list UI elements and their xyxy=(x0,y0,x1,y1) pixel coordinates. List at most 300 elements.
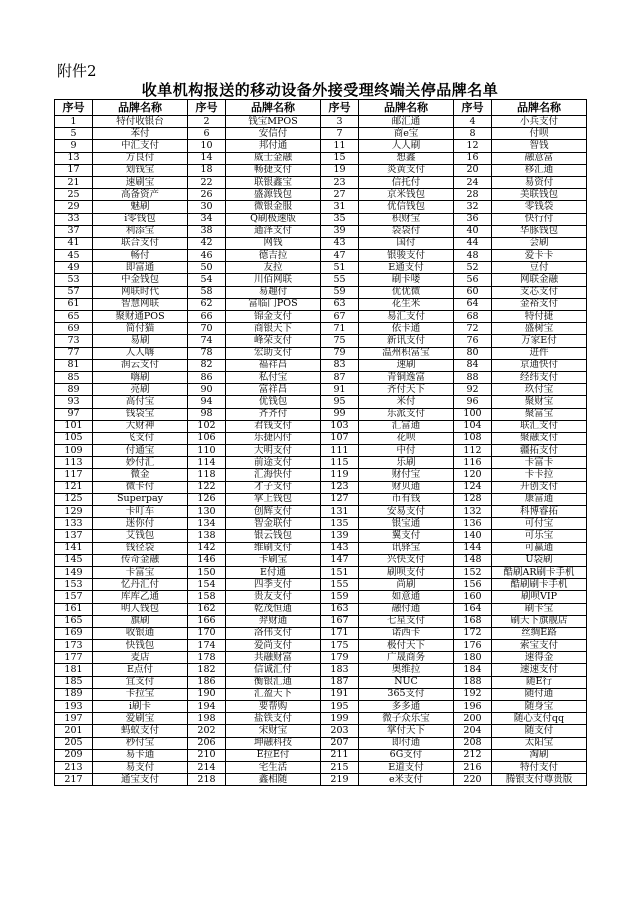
brand-name-cell: 积财宝 xyxy=(359,213,454,225)
row-index-cell: 54 xyxy=(188,274,226,286)
table-row xyxy=(55,225,587,237)
brand-name-cell: 随支付 xyxy=(492,725,587,737)
brand-name-cell: 国付 xyxy=(359,237,454,249)
brand-name-cell: 小兵支付 xyxy=(492,116,587,128)
brand-name-cell: 6G支付 xyxy=(359,749,454,761)
brand-name-cell: 人人嗨 xyxy=(93,347,188,359)
brand-name-cell: 智慧网联 xyxy=(93,298,188,310)
row-index-cell: 173 xyxy=(55,640,93,652)
row-index-cell: 21 xyxy=(55,176,93,188)
table-row xyxy=(55,749,587,761)
brand-name-cell: 乐捷闪付 xyxy=(226,432,321,444)
brand-name-cell: 富祥昌 xyxy=(226,384,321,396)
brand-name-cell: 易资付 xyxy=(492,176,587,188)
brand-name-cell: 豆付 xyxy=(492,262,587,274)
row-index-cell: 1 xyxy=(55,116,93,128)
table-header-row xyxy=(55,100,587,116)
row-index-cell: 138 xyxy=(188,530,226,542)
brand-name-cell: 365支付 xyxy=(359,688,454,700)
row-index-cell: 51 xyxy=(321,262,359,274)
row-index-cell: 170 xyxy=(188,627,226,639)
brand-name-cell: 嗨刷 xyxy=(93,371,188,383)
brand-name-cell: 银骏支付 xyxy=(359,250,454,262)
row-index-cell: 127 xyxy=(321,493,359,505)
row-index-cell: 202 xyxy=(188,725,226,737)
brand-name-cell: 共融财富 xyxy=(226,652,321,664)
row-index-cell: 117 xyxy=(55,469,93,481)
brand-name-cell: e米支付 xyxy=(359,774,454,786)
brand-name-cell: 青铜逸富 xyxy=(359,371,454,383)
row-index-cell: 101 xyxy=(55,420,93,432)
row-index-cell: 23 xyxy=(321,176,359,188)
row-index-cell: 75 xyxy=(321,335,359,347)
row-index-cell: 46 xyxy=(188,250,226,262)
brand-name-cell: 飞支付 xyxy=(93,432,188,444)
brand-name-cell: 君钱支付 xyxy=(226,420,321,432)
row-index-cell: 44 xyxy=(454,237,492,249)
brand-name-cell: 可付宝 xyxy=(492,518,587,530)
brand-name-cell: 融付通 xyxy=(359,603,454,615)
header-index: 序号 xyxy=(55,100,93,116)
brand-name-cell: 七星支付 xyxy=(359,615,454,627)
row-index-cell: 48 xyxy=(454,250,492,262)
brand-name-cell: 通宝支付 xyxy=(93,774,188,786)
brand-name-cell: 盛源钱包 xyxy=(226,189,321,201)
row-index-cell: 77 xyxy=(55,347,93,359)
brand-name-cell: 峰荣支付 xyxy=(226,335,321,347)
row-index-cell: 140 xyxy=(454,530,492,542)
brand-name-cell: 联汇支付 xyxy=(492,420,587,432)
brand-name-cell: 聚财宝 xyxy=(492,396,587,408)
row-index-cell: 211 xyxy=(321,749,359,761)
row-index-cell: 66 xyxy=(188,311,226,323)
brand-name-cell: 润云支付 xyxy=(93,359,188,371)
brand-name-cell: 卡卡拉 xyxy=(492,469,587,481)
row-index-cell: 38 xyxy=(188,225,226,237)
row-index-cell: 67 xyxy=(321,311,359,323)
brand-name-cell: 特付收银台 xyxy=(93,116,188,128)
brand-name-cell: 艾钱包 xyxy=(93,530,188,542)
brand-name-cell: 威士金融 xyxy=(226,152,321,164)
row-index-cell: 154 xyxy=(188,579,226,591)
row-index-cell: 88 xyxy=(454,371,492,383)
row-index-cell: 57 xyxy=(55,286,93,298)
brand-name-cell: 羿财通 xyxy=(226,615,321,627)
attachment-label: 附件2 xyxy=(57,62,97,80)
row-index-cell: 172 xyxy=(454,627,492,639)
brand-name-cell: 维刷支付 xyxy=(226,542,321,554)
brand-name-cell: 联银鑫宝 xyxy=(226,176,321,188)
row-index-cell: 31 xyxy=(321,201,359,213)
table-row xyxy=(55,701,587,713)
brand-name-cell: 快钱包 xyxy=(93,640,188,652)
brand-name-cell: 网联时代 xyxy=(93,286,188,298)
brand-name-cell: 聚富宝 xyxy=(492,408,587,420)
row-index-cell: 146 xyxy=(188,554,226,566)
row-index-cell: 9 xyxy=(55,140,93,152)
row-index-cell: 208 xyxy=(454,737,492,749)
brand-name-cell: 花生米 xyxy=(359,298,454,310)
brand-name-cell: 想鑫 xyxy=(359,152,454,164)
brand-name-cell: 支芯支付 xyxy=(492,286,587,298)
row-index-cell: 99 xyxy=(321,408,359,420)
brand-name-cell: 高备资产 xyxy=(93,189,188,201)
row-index-cell: 122 xyxy=(188,481,226,493)
brand-name-cell: 联合支付 xyxy=(93,237,188,249)
row-index-cell: 97 xyxy=(55,408,93,420)
row-index-cell: 104 xyxy=(454,420,492,432)
row-index-cell: 2 xyxy=(188,116,226,128)
row-index-cell: 182 xyxy=(188,664,226,676)
row-index-cell: 22 xyxy=(188,176,226,188)
row-index-cell: 128 xyxy=(454,493,492,505)
row-index-cell: 212 xyxy=(454,749,492,761)
row-index-cell: 35 xyxy=(321,213,359,225)
row-index-cell: 73 xyxy=(55,335,93,347)
brand-name-cell: E道支付 xyxy=(359,761,454,773)
row-index-cell: 72 xyxy=(454,323,492,335)
row-index-cell: 203 xyxy=(321,725,359,737)
row-index-cell: 34 xyxy=(188,213,226,225)
row-index-cell: 124 xyxy=(454,481,492,493)
row-index-cell: 15 xyxy=(321,152,359,164)
row-index-cell: 166 xyxy=(188,615,226,627)
brand-name-cell: 网钱 xyxy=(226,237,321,249)
brand-name-cell: 开创支付 xyxy=(492,481,587,493)
brand-name-cell: 卡富宝 xyxy=(93,566,188,578)
table-row xyxy=(55,774,587,786)
row-index-cell: 80 xyxy=(454,347,492,359)
row-index-cell: 156 xyxy=(454,579,492,591)
header-brand: 品牌名称 xyxy=(226,100,321,116)
table-body xyxy=(55,116,587,786)
brand-name-cell: 付呗 xyxy=(492,128,587,140)
row-index-cell: 217 xyxy=(55,774,93,786)
row-index-cell: 210 xyxy=(188,749,226,761)
row-index-cell: 61 xyxy=(55,298,93,310)
table-row xyxy=(55,493,587,505)
brand-name-cell: 微卡付 xyxy=(93,481,188,493)
row-index-cell: 215 xyxy=(321,761,359,773)
row-index-cell: 174 xyxy=(188,640,226,652)
row-index-cell: 113 xyxy=(55,457,93,469)
brand-name-cell: 经纬支付 xyxy=(492,371,587,383)
row-index-cell: 175 xyxy=(321,640,359,652)
row-index-cell: 169 xyxy=(55,627,93,639)
brand-name-cell: 优钱包 xyxy=(226,396,321,408)
brand-name-cell: 如意通 xyxy=(359,591,454,603)
header-index: 序号 xyxy=(321,100,359,116)
brand-name-cell: 利添宝 xyxy=(93,225,188,237)
brand-name-cell: E付通 xyxy=(226,566,321,578)
brand-name-cell: 智金联付 xyxy=(226,518,321,530)
table-row xyxy=(55,713,587,725)
brand-name-cell: 广晟商务 xyxy=(359,652,454,664)
brand-name-cell: 齐齐付 xyxy=(226,408,321,420)
brand-name-cell: 卡拉宝 xyxy=(93,688,188,700)
row-index-cell: 56 xyxy=(454,274,492,286)
table-row xyxy=(55,664,587,676)
brand-name-cell: 苯付 xyxy=(93,128,188,140)
row-index-cell: 130 xyxy=(188,506,226,518)
table-row xyxy=(55,530,587,542)
brand-name-cell: 微子众乐宝 xyxy=(359,713,454,725)
brand-name-cell: 妙付汇 xyxy=(93,457,188,469)
row-index-cell: 17 xyxy=(55,164,93,176)
row-index-cell: 40 xyxy=(454,225,492,237)
table-row xyxy=(55,384,587,396)
brand-name-cell: 掌上钱包 xyxy=(226,493,321,505)
brand-name-cell: i零钱包 xyxy=(93,213,188,225)
table-row xyxy=(55,506,587,518)
brand-name-cell: 四季支付 xyxy=(226,579,321,591)
row-index-cell: 164 xyxy=(454,603,492,615)
row-index-cell: 4 xyxy=(454,116,492,128)
brand-name-cell: 才子支付 xyxy=(226,481,321,493)
table-row xyxy=(55,725,587,737)
row-index-cell: 147 xyxy=(321,554,359,566)
brand-name-cell: 旗刷 xyxy=(93,615,188,627)
row-index-cell: 116 xyxy=(454,457,492,469)
brand-name-cell: 银云钱包 xyxy=(226,530,321,542)
table-row xyxy=(55,518,587,530)
row-index-cell: 55 xyxy=(321,274,359,286)
brand-name-cell: 财付宝 xyxy=(359,469,454,481)
brand-name-cell: Q刷极速版 xyxy=(226,213,321,225)
brand-name-cell: 特付捷 xyxy=(492,311,587,323)
brand-name-cell: 易卡通 xyxy=(93,749,188,761)
row-index-cell: 191 xyxy=(321,688,359,700)
brand-name-cell: 优优微 xyxy=(359,286,454,298)
brand-name-cell: 鑫相随 xyxy=(226,774,321,786)
brand-name-cell: 索宝支付 xyxy=(492,640,587,652)
table-row xyxy=(55,566,587,578)
brand-name-cell: 齐付天下 xyxy=(359,384,454,396)
brand-name-cell: 移汇通 xyxy=(492,164,587,176)
row-index-cell: 192 xyxy=(454,688,492,700)
brand-name-cell: 速速支付 xyxy=(492,664,587,676)
brand-name-cell: 翼支付 xyxy=(359,530,454,542)
brand-name-cell: 麦店 xyxy=(93,652,188,664)
table-row xyxy=(55,640,587,652)
brand-name-cell: 乐刷 xyxy=(359,457,454,469)
document-title: 收单机构报送的移动设备外接受理终端关停品牌名单 xyxy=(141,81,499,99)
row-index-cell: 27 xyxy=(321,189,359,201)
row-index-cell: 102 xyxy=(188,420,226,432)
row-index-cell: 3 xyxy=(321,116,359,128)
brand-name-cell: 爱刷宝 xyxy=(93,713,188,725)
table-row xyxy=(55,676,587,688)
row-index-cell: 180 xyxy=(454,652,492,664)
brand-name-cell: 要帮购 xyxy=(226,701,321,713)
table-row xyxy=(55,481,587,493)
brand-name-cell: 可乐宝 xyxy=(492,530,587,542)
row-index-cell: 24 xyxy=(454,176,492,188)
brand-name-cell: 速得金 xyxy=(492,652,587,664)
row-index-cell: 53 xyxy=(55,274,93,286)
row-index-cell: 84 xyxy=(454,359,492,371)
row-index-cell: 151 xyxy=(321,566,359,578)
row-index-cell: 153 xyxy=(55,579,93,591)
table-row xyxy=(55,737,587,749)
brand-name-cell: 忆丹汇付 xyxy=(93,579,188,591)
table-row xyxy=(55,688,587,700)
table-row xyxy=(55,262,587,274)
brand-name-cell: 金裕支付 xyxy=(492,298,587,310)
brand-name-cell: 安信付 xyxy=(226,128,321,140)
row-index-cell: 120 xyxy=(454,469,492,481)
row-index-cell: 176 xyxy=(454,640,492,652)
brand-name-cell: 币有钱 xyxy=(359,493,454,505)
brand-name-cell: 贵友支付 xyxy=(226,591,321,603)
brand-name-cell: 信诚汇付 xyxy=(226,664,321,676)
row-index-cell: 186 xyxy=(188,676,226,688)
row-index-cell: 83 xyxy=(321,359,359,371)
row-index-cell: 165 xyxy=(55,615,93,627)
brand-name-cell: 米付 xyxy=(359,396,454,408)
row-index-cell: 62 xyxy=(188,298,226,310)
row-index-cell: 190 xyxy=(188,688,226,700)
row-index-cell: 204 xyxy=(454,725,492,737)
row-index-cell: 6 xyxy=(188,128,226,140)
row-index-cell: 86 xyxy=(188,371,226,383)
brand-name-cell: 可赢通 xyxy=(492,542,587,554)
brand-name-cell: 炎黄支付 xyxy=(359,164,454,176)
row-index-cell: 193 xyxy=(55,701,93,713)
brand-name-cell: 洛伟支付 xyxy=(226,627,321,639)
row-index-cell: 163 xyxy=(321,603,359,615)
brand-name-cell: 快行付 xyxy=(492,213,587,225)
row-index-cell: 207 xyxy=(321,737,359,749)
row-index-cell: 179 xyxy=(321,652,359,664)
row-index-cell: 185 xyxy=(55,676,93,688)
brand-name-cell: 酷刷AR刷卡手机 xyxy=(492,566,587,578)
table-row xyxy=(55,274,587,286)
row-index-cell: 135 xyxy=(321,518,359,530)
brand-name-cell: 安易支付 xyxy=(359,506,454,518)
row-index-cell: 220 xyxy=(454,774,492,786)
brand-name-cell: 刷卡宝 xyxy=(492,603,587,615)
table-row xyxy=(55,237,587,249)
brand-name-cell: 易趣付 xyxy=(226,286,321,298)
brand-name-cell: 宋财宝 xyxy=(226,725,321,737)
row-index-cell: 161 xyxy=(55,603,93,615)
table-row xyxy=(55,286,587,298)
row-index-cell: 144 xyxy=(454,542,492,554)
row-index-cell: 10 xyxy=(188,140,226,152)
row-index-cell: 171 xyxy=(321,627,359,639)
row-index-cell: 114 xyxy=(188,457,226,469)
table-row xyxy=(55,201,587,213)
brand-name-cell: 钱径袋 xyxy=(93,542,188,554)
table-row xyxy=(55,371,587,383)
row-index-cell: 90 xyxy=(188,384,226,396)
header-brand: 品牌名称 xyxy=(93,100,188,116)
brand-name-cell: 聚财通POS xyxy=(93,311,188,323)
table-row xyxy=(55,311,587,323)
brand-name-cell: 刷卡喽 xyxy=(359,274,454,286)
row-index-cell: 187 xyxy=(321,676,359,688)
brand-name-cell: 智钱 xyxy=(492,140,587,152)
table-row xyxy=(55,615,587,627)
brand-name-cell: 畅付 xyxy=(93,250,188,262)
brand-name-cell: 钱袋宝 xyxy=(93,408,188,420)
row-index-cell: 20 xyxy=(454,164,492,176)
brand-name-cell: 袋袋付 xyxy=(359,225,454,237)
row-index-cell: 189 xyxy=(55,688,93,700)
row-index-cell: 29 xyxy=(55,201,93,213)
row-index-cell: 110 xyxy=(188,445,226,457)
brand-name-cell: 畅捷支付 xyxy=(226,164,321,176)
row-index-cell: 141 xyxy=(55,542,93,554)
brand-name-cell: 刷呗支付 xyxy=(359,566,454,578)
brand-name-cell: 即富通 xyxy=(93,262,188,274)
row-index-cell: 123 xyxy=(321,481,359,493)
brand-name-cell: 微银金服 xyxy=(226,201,321,213)
row-index-cell: 115 xyxy=(321,457,359,469)
brand-name-cell: 零钱袋 xyxy=(492,201,587,213)
brand-name-cell: 前途支付 xyxy=(226,457,321,469)
brand-name-cell: 川佰网联 xyxy=(226,274,321,286)
row-index-cell: 139 xyxy=(321,530,359,542)
row-index-cell: 94 xyxy=(188,396,226,408)
row-index-cell: 98 xyxy=(188,408,226,420)
header-index: 序号 xyxy=(188,100,226,116)
row-index-cell: 109 xyxy=(55,445,93,457)
table-row xyxy=(55,164,587,176)
brand-name-cell: 进件 xyxy=(492,347,587,359)
row-index-cell: 26 xyxy=(188,189,226,201)
brand-name-cell: Superpay xyxy=(93,493,188,505)
brand-name-cell: 讯驿宝 xyxy=(359,542,454,554)
row-index-cell: 195 xyxy=(321,701,359,713)
row-index-cell: 12 xyxy=(454,140,492,152)
brand-name-cell: 盛树宝 xyxy=(492,323,587,335)
row-index-cell: 131 xyxy=(321,506,359,518)
row-index-cell: 157 xyxy=(55,591,93,603)
brand-name-cell: 掌付天下 xyxy=(359,725,454,737)
row-index-cell: 74 xyxy=(188,335,226,347)
brand-name-cell: 亮刷 xyxy=(93,384,188,396)
brand-name-cell: i刷卡 xyxy=(93,701,188,713)
table-row xyxy=(55,189,587,201)
brand-name-cell: 方良付 xyxy=(93,152,188,164)
table-row xyxy=(55,250,587,262)
brand-name-cell: 温州积富宝 xyxy=(359,347,454,359)
row-index-cell: 184 xyxy=(454,664,492,676)
row-index-cell: 107 xyxy=(321,432,359,444)
row-index-cell: 105 xyxy=(55,432,93,444)
table-row xyxy=(55,420,587,432)
table-row xyxy=(55,176,587,188)
row-index-cell: 69 xyxy=(55,323,93,335)
brand-name-cell: 科博睿拓 xyxy=(492,506,587,518)
row-index-cell: 143 xyxy=(321,542,359,554)
header-brand: 品牌名称 xyxy=(492,100,587,116)
row-index-cell: 39 xyxy=(321,225,359,237)
brand-name-cell: 盐铁支付 xyxy=(226,713,321,725)
brand-name-cell: 高付宝 xyxy=(93,396,188,408)
brand-name-cell: 易刷 xyxy=(93,335,188,347)
table-row xyxy=(55,213,587,225)
table-row xyxy=(55,542,587,554)
brand-name-cell: NUC xyxy=(359,676,454,688)
table-row xyxy=(55,116,587,128)
brand-name-cell: 刷天下旗舰店 xyxy=(492,615,587,627)
row-index-cell: 96 xyxy=(454,396,492,408)
row-index-cell: 183 xyxy=(321,664,359,676)
brand-name-cell: 京通快付 xyxy=(492,359,587,371)
